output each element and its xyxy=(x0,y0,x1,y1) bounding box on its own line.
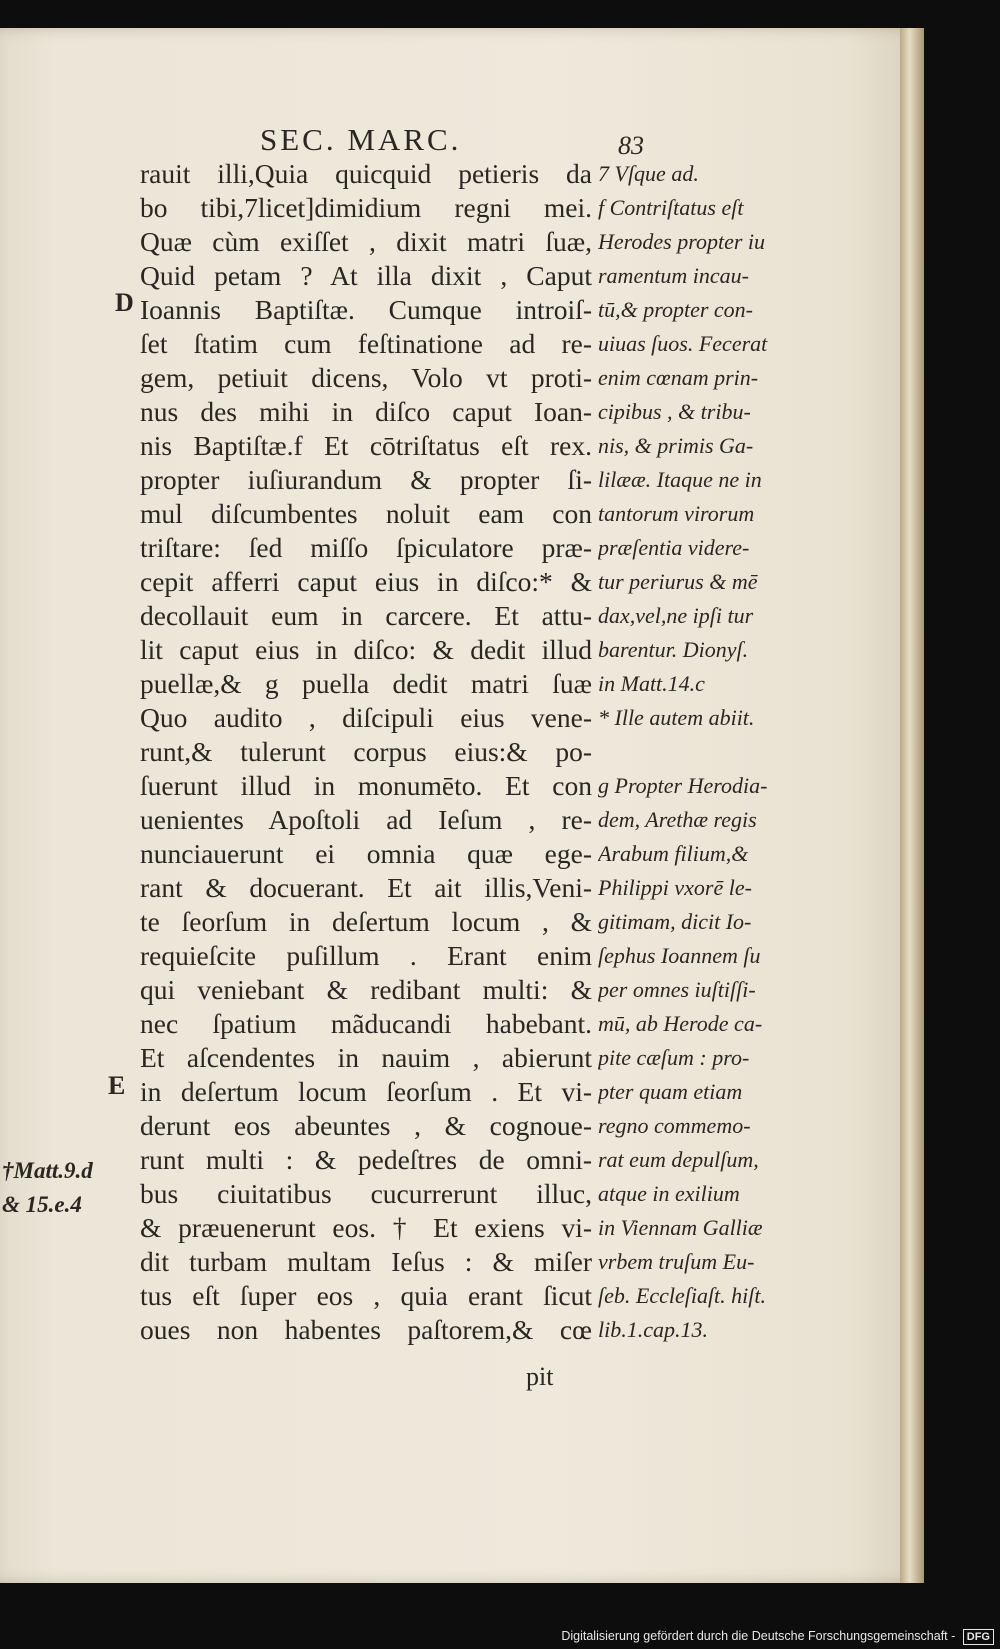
gloss-line: enim cœnam prin- xyxy=(598,365,759,390)
marginal-gloss-column xyxy=(598,157,796,1347)
text-line: derunt eos abeuntes , & cognoue- xyxy=(140,1110,592,1141)
text-line: mul diſcumbentes noluit eam con xyxy=(140,498,592,529)
text-line: cepit afferri caput eius in diſco:* & xyxy=(140,566,592,597)
gloss-line: pter quam etiam xyxy=(598,1079,743,1104)
section-letter-e: E xyxy=(108,1071,126,1100)
gloss-line: gitimam, dicit Io- xyxy=(598,909,752,934)
text-line: triſtare: ſed miſſo ſpiculatore præ- xyxy=(140,532,592,563)
running-head: SEC. MARC. xyxy=(260,122,462,157)
gloss-line: g Propter Herodia- xyxy=(598,773,768,798)
text-line: runt multi : & pedeſtres de omni- xyxy=(140,1144,592,1175)
text-line: puellæ,& g puella dedit matri ſuæ xyxy=(140,668,592,699)
dfg-logo: DFG xyxy=(963,1629,994,1645)
gloss-line: Herodes propter iu xyxy=(598,229,766,254)
gloss-line: lilææ. Itaque ne in xyxy=(598,467,762,492)
gloss-line: f Contriſtatus eſt xyxy=(598,195,744,220)
gloss-line: tur periurus & mē xyxy=(598,569,758,594)
text-line: uenientes Apoſtoli ad Ieſum , re- xyxy=(140,804,592,835)
text-line: rauit illi,Quia quicquid petieris da xyxy=(140,158,592,189)
gloss-line: uiuas ſuos. Fecerat xyxy=(598,331,768,356)
gloss-line: ramentum incau- xyxy=(598,263,749,288)
text-line: ſet ſtatim cum feſtinatione ad re- xyxy=(140,328,592,359)
gloss-line: ſeb. Eccleſiaſt. hiſt. xyxy=(598,1283,767,1308)
gloss-line: pite cæſum : pro- xyxy=(598,1045,750,1070)
text-line: Quæ cùm exiſſet , dixit matri ſuæ, xyxy=(140,226,592,257)
text-line: requieſcite puſillum . Erant enim xyxy=(140,940,592,971)
text-line: qui veniebant & redibant multi: & xyxy=(140,974,592,1005)
gloss-line: præſentia videre- xyxy=(598,535,750,560)
page-number: 83 xyxy=(618,131,644,160)
main-text-column xyxy=(140,157,592,1347)
credit-text: Digitalisierung gefördert durch die Deutsche Forschungsgemeinschaft - xyxy=(561,1629,956,1643)
gloss-line: rat eum depulſum, xyxy=(598,1147,759,1172)
text-line: oues non habentes paſtorem,& cœ xyxy=(140,1314,592,1345)
gloss-line: cipibus , & tribu- xyxy=(598,399,751,424)
gloss-line: in Viennam Galliæ xyxy=(598,1215,763,1240)
text-line: nus des mihi in diſco caput Ioan- xyxy=(140,396,592,427)
text-line: Quo audito , diſcipuli eius vene- xyxy=(140,702,592,733)
text-line: dit turbam multam Ieſus : & miſer xyxy=(140,1246,592,1277)
gloss-line: barentur. Dionyſ. xyxy=(598,637,749,662)
text-line: ſuerunt illud in monumēto. Et con xyxy=(140,770,592,801)
text-line: bus ciuitatibus cucurrerunt illuc, xyxy=(140,1178,592,1209)
gloss-line: mū, ab Herode ca- xyxy=(598,1011,763,1036)
text-line: & præuenerunt eos. † Et exiens vi- xyxy=(140,1212,592,1243)
gloss-line: Arabum filium,& xyxy=(598,841,749,866)
text-line: te ſeorſum in deſertum locum , & xyxy=(140,906,592,937)
text-line: rant & docuerant. Et ait illis,Veni- xyxy=(140,872,592,903)
text-line: nis Baptiſtæ.f Et cōtriſtatus eſt rex. xyxy=(140,430,592,461)
text-line: tus eſt ſuper eos , quia erant ſicut xyxy=(140,1280,592,1311)
gloss-line: dax,vel,ne ipſi tur xyxy=(598,603,754,628)
gloss-line: 7 Vſque ad. xyxy=(598,161,699,186)
text-line: nec ſpatium mãducandi habebant. xyxy=(140,1008,592,1039)
footer-bar xyxy=(0,1625,1000,1649)
gloss-line: atque in exilium xyxy=(598,1181,740,1206)
gloss-line: vrbem truſum Eu- xyxy=(598,1249,755,1274)
gloss-line: tū,& propter con- xyxy=(598,297,753,322)
gloss-line: ſephus Ioannem ſu xyxy=(598,943,761,968)
gloss-line: nis, & primis Ga- xyxy=(598,433,754,458)
cross-reference-note: †Matt.9.d xyxy=(2,1158,93,1183)
text-line: lit caput eius in diſco: & dedit illud xyxy=(140,634,592,665)
text-line: propter iuſiurandum & propter ſi- xyxy=(140,464,592,495)
text-line: decollauit eum in carcere. Et attu- xyxy=(140,600,592,631)
text-line: Ioannis Baptiſtæ. Cumque introiſ- xyxy=(140,294,592,325)
gloss-line: per omnes iuſtiſſi- xyxy=(598,977,756,1002)
page-edge xyxy=(900,28,924,1583)
gloss-line: in Matt.14.c xyxy=(598,671,705,696)
text-line: bo tibi,7licet]dimidium regni mei. xyxy=(140,192,592,223)
gloss-line xyxy=(598,735,796,769)
gloss-line: dem, Arethæ regis xyxy=(598,807,757,832)
text-line: nunciauerunt ei omnia quæ ege- xyxy=(140,838,592,869)
text-line: runt,& tulerunt corpus eius:& po- xyxy=(140,736,592,767)
catchword: pit xyxy=(526,1362,554,1391)
text-line: Et aſcendentes in nauim , abierunt xyxy=(140,1042,592,1073)
gloss-line: lib.1.cap.13. xyxy=(598,1317,708,1342)
text-line: Quid petam ? At illa dixit , Caput xyxy=(140,260,592,291)
text-line: in deſertum locum ſeorſum . Et vi- xyxy=(140,1076,592,1107)
section-letter-d: D xyxy=(115,288,134,317)
digitization-credit xyxy=(561,1627,994,1645)
gloss-line: regno commemo- xyxy=(598,1113,751,1138)
gloss-line: tantorum virorum xyxy=(598,501,755,526)
cross-reference-note: & 15.e.4 xyxy=(2,1192,82,1217)
text-line: gem, petiuit dicens, Volo vt proti- xyxy=(140,362,592,393)
gloss-line: Philippi vxorē le- xyxy=(598,875,752,900)
gloss-line: * Ille autem abiit. xyxy=(598,705,755,730)
